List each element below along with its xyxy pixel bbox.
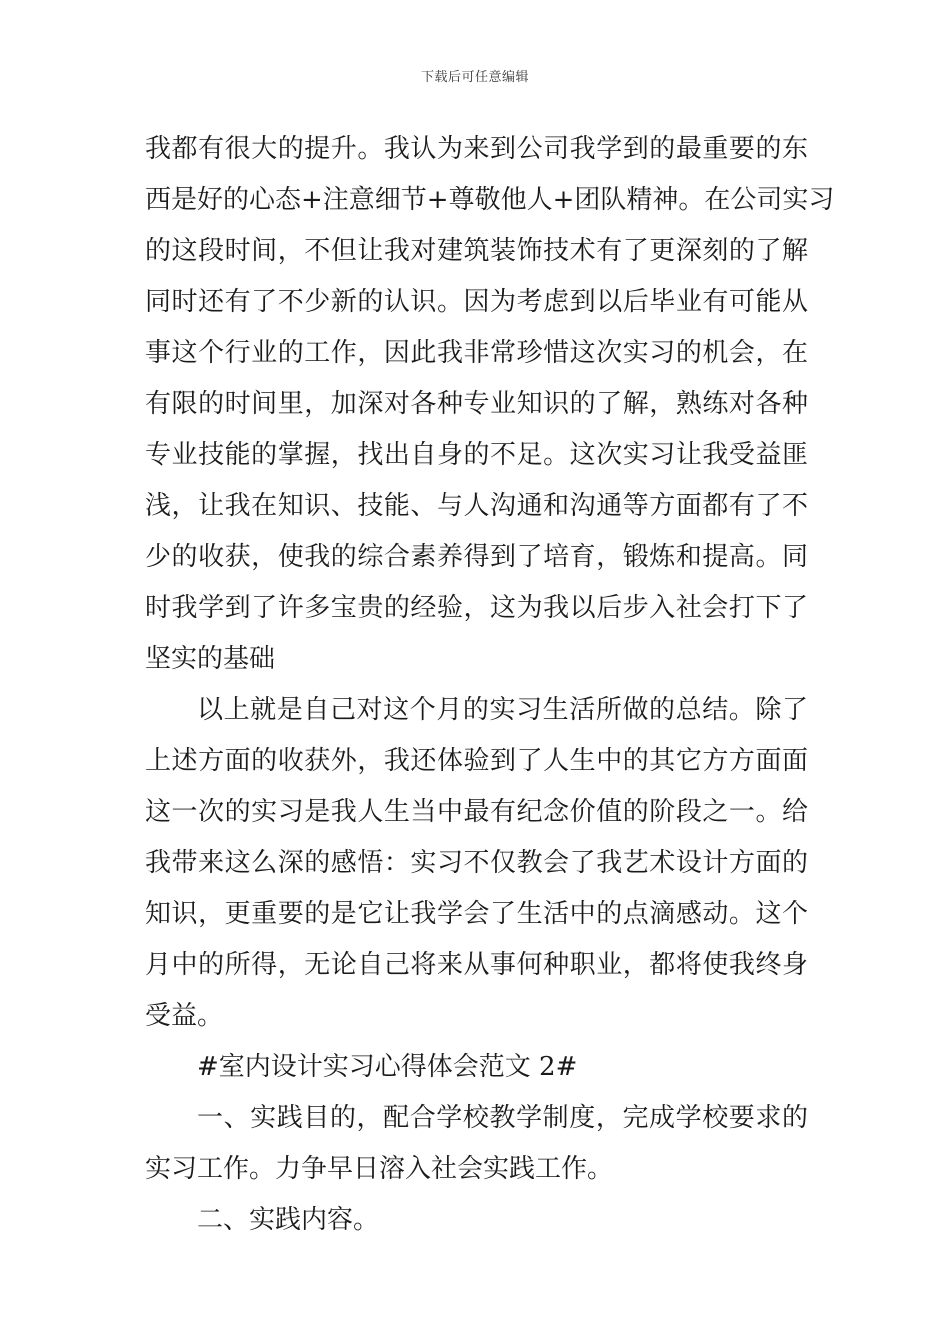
text-line: 同时还有了不少新的认识。因为考虑到以后毕业有可能从	[145, 287, 808, 317]
text-line: 这一次的实习是我人生当中最有纪念价值的阶段之一。给	[145, 797, 808, 827]
paragraph-1	[145, 124, 835, 685]
text-line: 上述方面的收获外，我还体验到了人生中的其它方方面面	[145, 746, 808, 776]
paragraph-2	[145, 685, 808, 1042]
text-line: 月中的所得，无论自己将来从事何种职业，都将使我终身	[145, 950, 808, 980]
text-line: 我都有很大的提升。我认为来到公司我学到的最重要的东	[145, 134, 808, 164]
text-line: 以上就是自己对这个月的实习生活所做的总结。除了	[197, 695, 808, 725]
paragraph-3	[145, 1093, 808, 1195]
text-line: 知识，更重要的是它让我学会了生活中的点滴感动。这个	[145, 899, 808, 929]
text-line: 少的收获，使我的综合素养得到了培育，锻炼和提高。同	[145, 542, 808, 572]
text-line: 专业技能的掌握，找出自身的不足。这次实习让我受益匪	[145, 440, 808, 470]
text-line: 实习工作。力争早日溶入社会实践工作。	[145, 1154, 614, 1184]
section-title: #室内设计实习心得体会范文 2#	[197, 1052, 578, 1082]
text-line: 二、实践内容。	[197, 1205, 380, 1235]
text-line: 西是好的心态+注意细节+尊敬他人+团队精神。在公司实习	[145, 185, 835, 215]
text-line: 我带来这么深的感悟：实习不仅教会了我艺术设计方面的	[145, 848, 808, 878]
text-line: 坚实的基础	[145, 644, 276, 674]
text-line: 一、实践目的，配合学校教学制度，完成学校要求的	[197, 1103, 808, 1133]
text-line: 时我学到了许多宝贵的经验，这为我以后步入社会打下了	[145, 593, 808, 623]
document-body	[145, 124, 835, 1246]
text-line: 浅，让我在知识、技能、与人沟通和沟通等方面都有了不	[145, 491, 808, 521]
text-line: 事这个行业的工作，因此我非常珍惜这次实习的机会，在	[145, 338, 808, 368]
text-line: 有限的时间里，加深对各种专业知识的了解，熟练对各种	[145, 389, 808, 419]
page-header: 下载后可任意编辑	[420, 70, 529, 85]
paragraph-4	[145, 1195, 808, 1246]
text-line: 的这段时间，不但让我对建筑装饰技术有了更深刻的了解	[145, 236, 808, 266]
text-line: 受益。	[145, 1001, 224, 1031]
